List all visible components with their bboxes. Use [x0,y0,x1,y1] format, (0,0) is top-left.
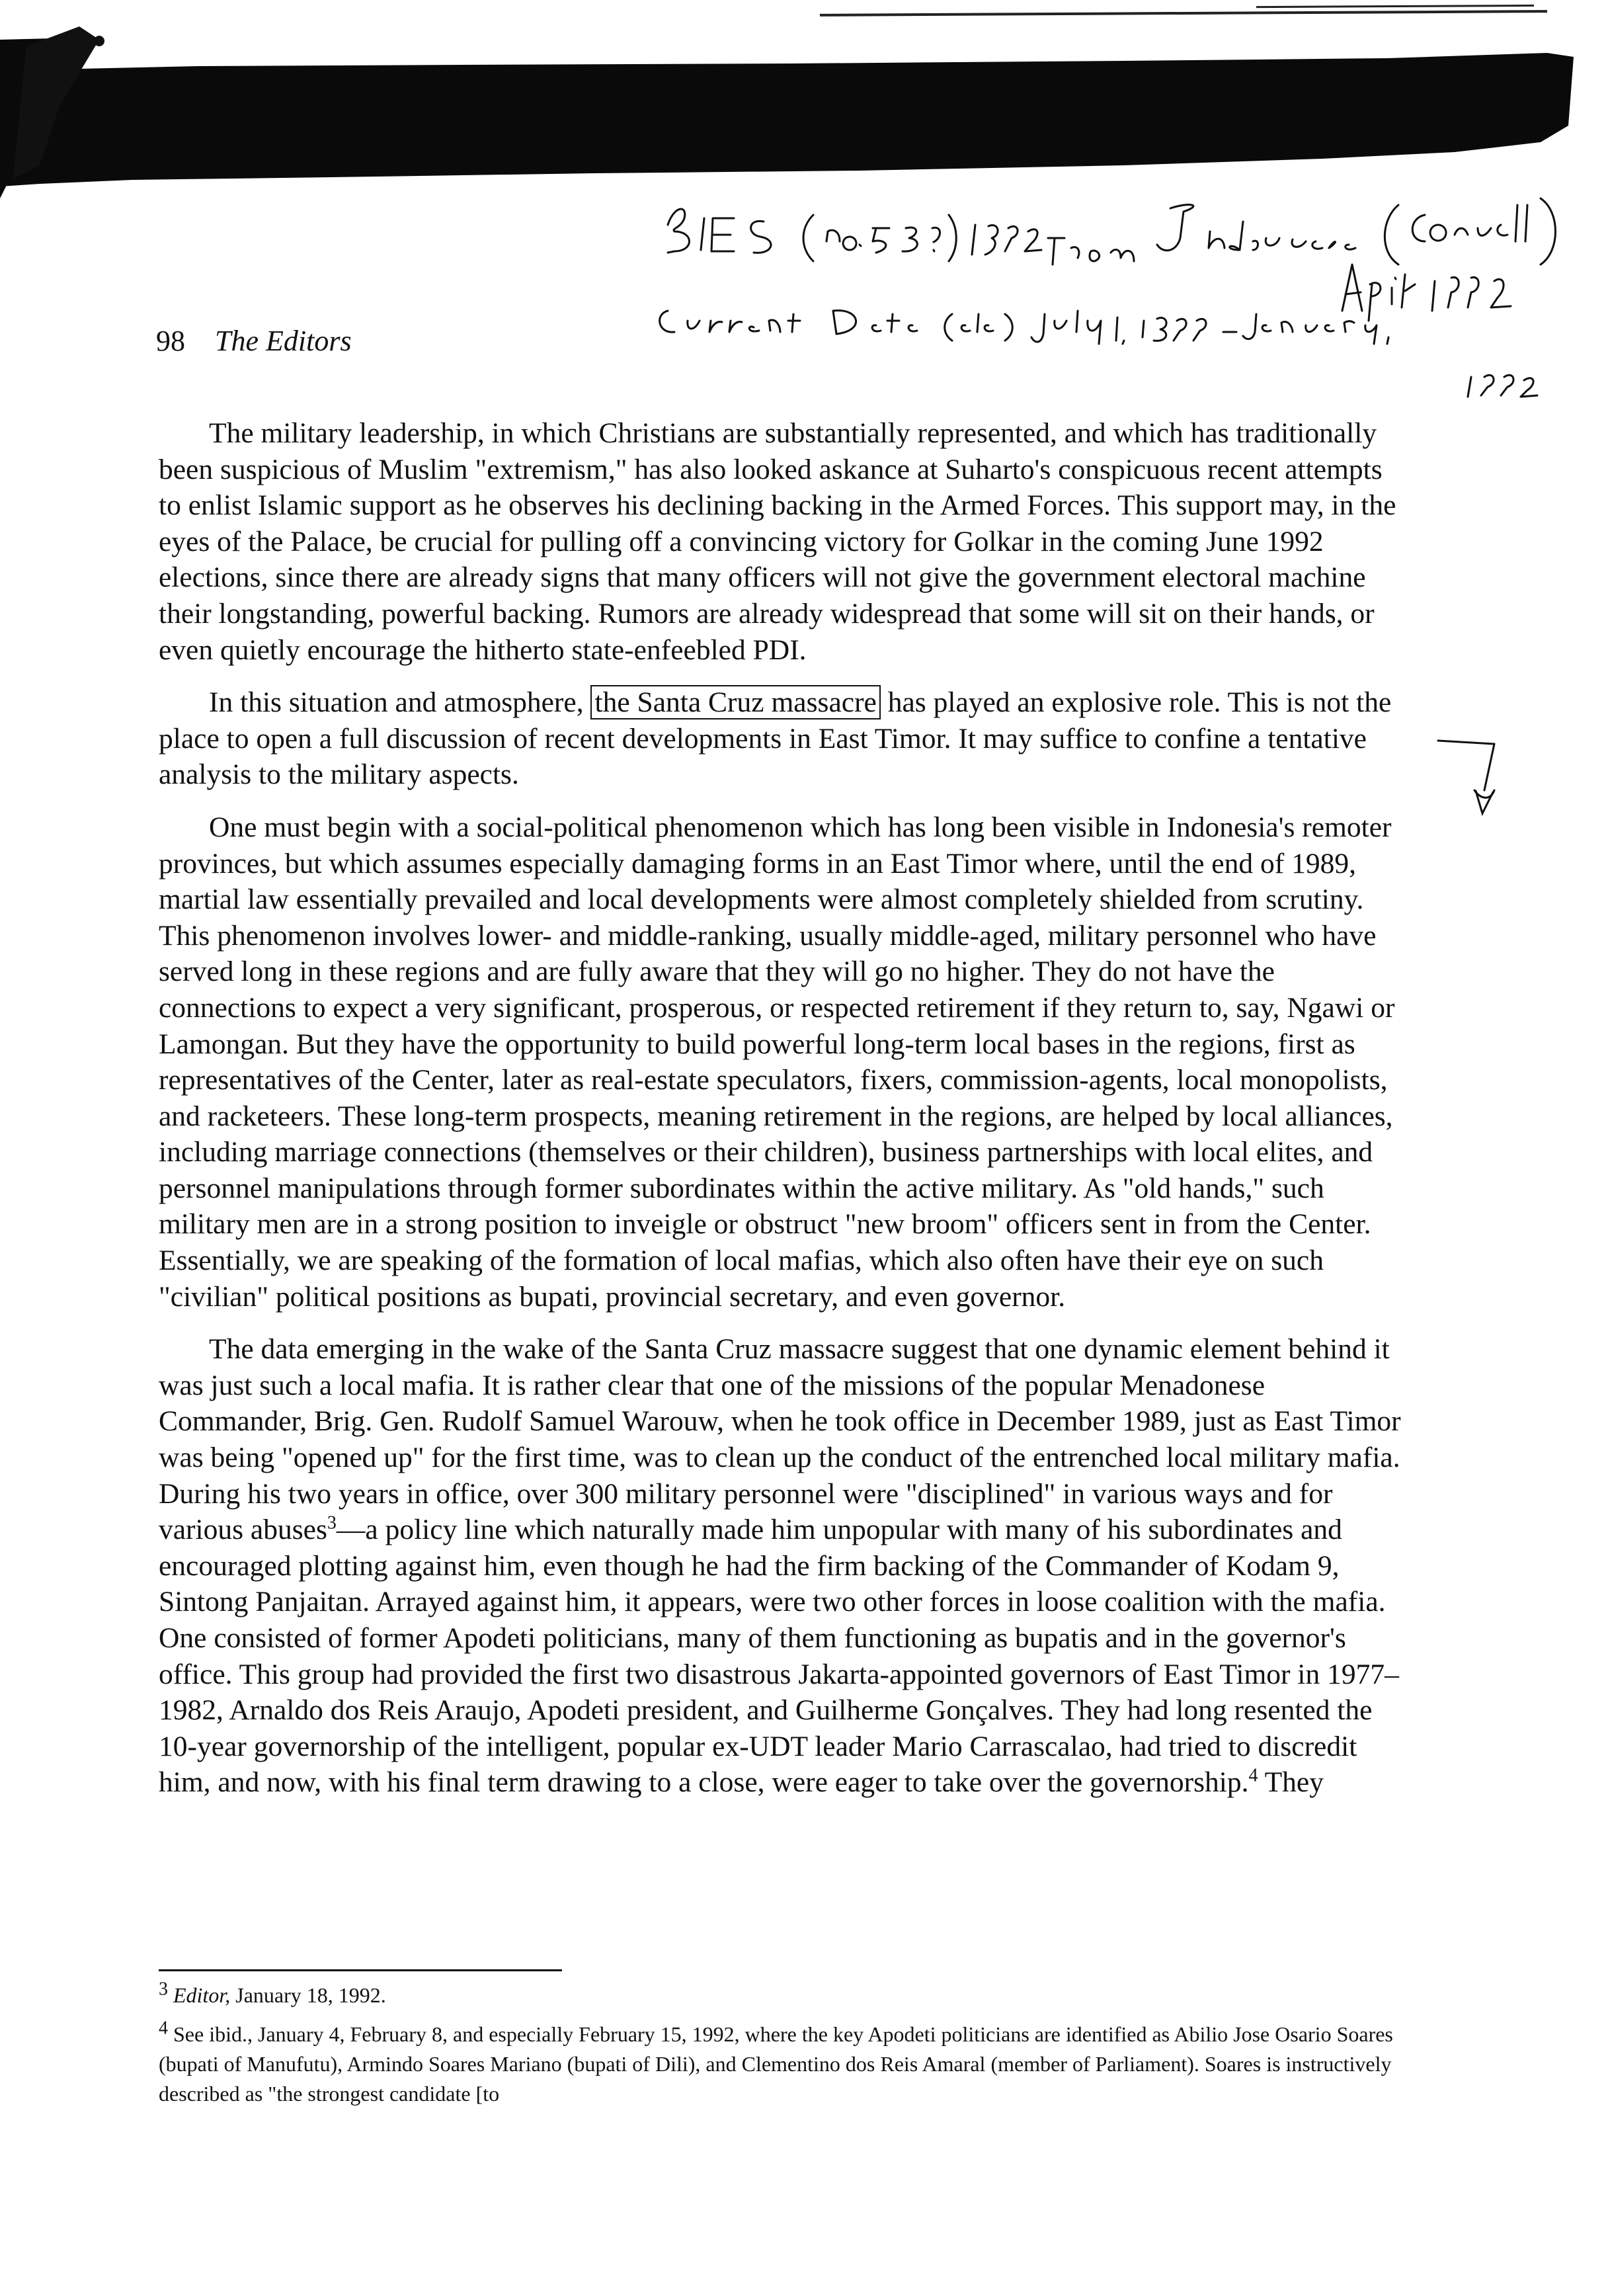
footnote-divider [159,1969,562,1971]
paragraph-text: The data emerging in the wake of the Santa Cruz massacre suggest that one dynamic element behind it was just such a local mafia. It is rather clear that one of the missions of the popular Menadonese Commander, Brig. Gen. Rudolf Samuel Warouw, when he took office in December 1989, just as East Timor was being "opened up" for the first time, was to clean up the conduct of the entrenched local military mafia. During his two years in office, over 300 military personnel were "disciplined" in various ways and for various abuses [159,1333,1401,1546]
footnote [159,1981,1402,2010]
margin-bracket-mark [1435,727,1514,827]
paragraph-text: In this situation and atmosphere, [209,686,591,719]
running-title: The Editors [215,325,352,357]
paragraph [159,1331,1402,1801]
paragraph-text: has played an explosive role. This is not the place to open a full discussion of recent developments in East Timor. It may suffice to confine a tentative analysis to the military aspects. [159,686,1392,791]
footnotes [159,1981,1402,2118]
footnote-text: January 18, 1992. [230,1983,386,2007]
footnote-number: 4 [159,2018,168,2039]
footnote [159,2020,1402,2109]
paragraph [159,684,1402,793]
boxed-phrase: the Santa Cruz massacre [590,685,880,719]
footnote-ref: 4 [1248,1765,1258,1786]
paragraph-text: —a policy line which naturally made him unpopular with many of his subordinates and encouraged plotting against him, even though he had the firm backing of the Commander of Kodam 9, Sintong Panjaitan. Arrayed against him, it appears, were two other forces in loose coalition with the mafia. One consisted of former Apodeti politicians, many of them functioning as bupatis and in the governor's office. This group had provided the first two disastrous Jakarta-appointed governors of East Timor in 1977–1982, Arnaldo dos Reis Araujo, Apodeti president, and Guilherme Gonçalves. They had long resented the 10-year governorship of the intelligent, popular ex-UDT leader Mario Carrascalao, had tried to discredit him, and now, with his final term drawing to a close, were eager to take over the governorship. [159,1514,1399,1799]
article-body [159,415,1402,1817]
paragraph: The military leadership, in which Christians are substantially represented, and which has traditionally been suspicious of Muslim "extremism," has also looked askance at Suharto's conspicuous recent attempts to enlist Islamic support as he observes his declining backing in the Armed Forces. This support may, in the eyes of the Palace, be crucial for pulling off a convincing victory for Golkar in the coming June 1992 elections, since there are already signs that many officers will not give the government electoral machine their longstanding, powerful backing. Rumors are already widespread that some will sit on their hands, or even quietly encourage the hitherto state-enfeebled PDI. [159,417,1396,666]
footnote-number: 3 [159,1979,168,2000]
paragraph: One must begin with a social-political phenomenon which has long been visible in Indonesia's remoter provinces, but which assumes especially damaging forms in an East Timor where, until the end of 1989, martial law essentially prevailed and local developments were almost completely shielded from scrutiny. This phenomenon involves lower- and middle-ranking, usually middle-aged, military personnel who have served long in these regions and are fully aware that they will go no higher. They do not have the connections to expect a very significant, prosperous, or respected retirement if they return to, say, Ngawi or Lamongan. But they have the opportunity to build powerful long-term local bases in the regions, first as representatives of the Center, later as real-estate speculators, fixers, commission-agents, local monopolists, and racketeers. These long-term prospects, meaning retirement in the regions, are helped by local alliances, including marriage connections (themselves or their children), business partnerships with local elites, and personnel manipulations through former subordinates within the active military. As "old hands," such military men are in a strong position to inveigle or obstruct "new broom" officers sent in from the Center. Essentially, we are speaking of the formation of local mafias, which also often have their eye on such "civilian" political positions as bupati, provincial secretary, and even governor. [159,811,1395,1313]
handwritten-annotation [648,179,1600,430]
footnote-text: See ibid., January 4, February 8, and especially February 15, 1992, where the key Apodeti politicians are identified as Abilio Jose Osario Soares (bupati of Manufutu), Armindo Soares Mariano (bupati of Dili), and Clementino dos Reis Amaral (member of Parliament). Soares is instructively described as "the strongest candidate [to [159,2022,1393,2106]
page-number: 98 [156,325,185,357]
footnote-source: Editor, [173,1983,231,2007]
running-head [156,324,352,358]
paragraph-text: They [1258,1766,1324,1799]
footnote-ref: 3 [327,1512,337,1534]
